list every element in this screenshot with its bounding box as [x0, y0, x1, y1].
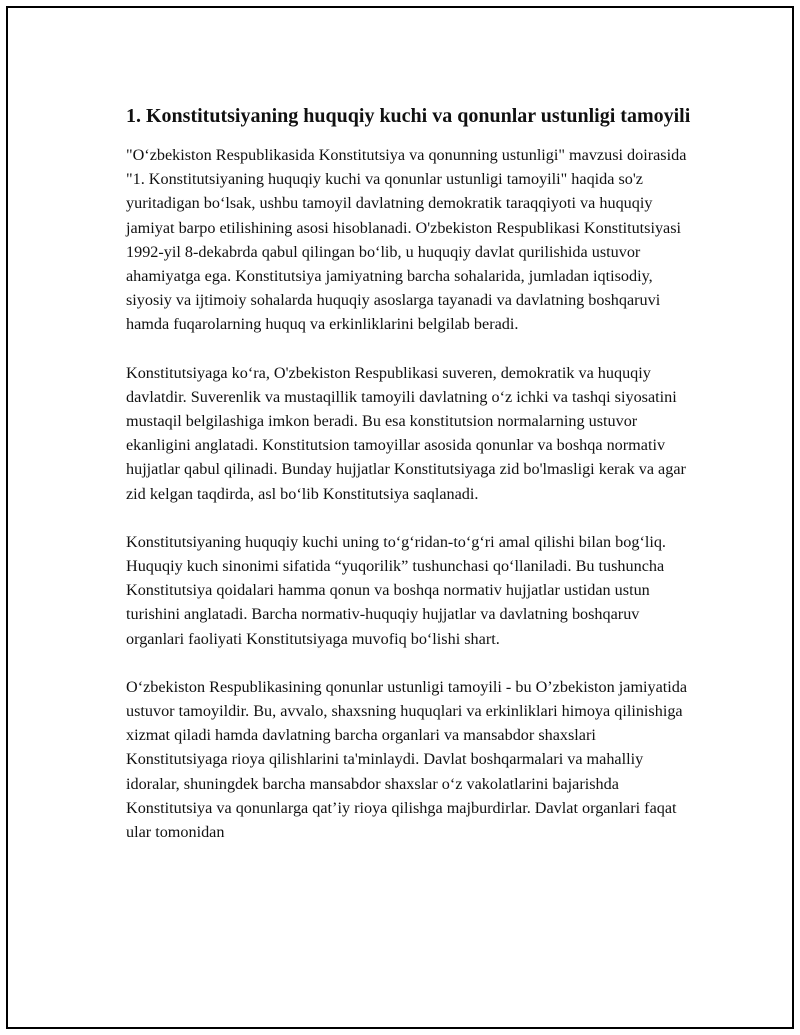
paragraph-3: Konstitutsiyaning huquqiy kuchi uning to‘g‘ridan-to‘g‘ri amal qilishi bilan bog‘liq. Huquqiy kuch sinonimi sifatida “yuqorilik” tushunchasi qo‘llaniladi. Bu tushuncha Konstitutsiya qoidalari hamma qonun va boshqa normativ hujjatlar ustidan ustun turishini anglatadi. Barcha normativ-huquqiy hujjatlar va davlatning boshqaruv organlari faoliyati Konstitutsiyaga muvofiq bo‘lishi shart. [126, 532, 666, 648]
paragraph-2: Konstitutsiyaga ko‘ra, O'zbekiston Respublikasi suveren, demokratik va huquqiy davlatdir. Suverenlik va mustaqillik tamoyili davlatning o‘z ichki va tashqi siyosatini mustaqil belgilashiga imkon beradi. Bu esa konstitutsion normalarning ustuvor ekanligini anglatadi. Konstitutsion tamoyillar asosida qonunlar va boshqa normativ hujjatlar qabul qilinadi. Bunday hujjatlar Konstitutsiyaga zid bo'lmasligi kerak va agar zid kelgan taqdirda, asl bo‘lib Konstitutsiya saqlanadi. [126, 363, 686, 503]
section-heading: 1. Konstitutsiyaning huquqiy kuchi va qonunlar ustunligi tamoyili [126, 105, 691, 127]
document-body [126, 103, 691, 868]
page-frame [6, 6, 794, 1029]
paragraph-4: O‘zbekiston Respublikasining qonunlar ustunligi tamoyili - bu O’zbekiston jamiyatida ustuvor tamoyildir. Bu, avvalo, shaxsning huquqlari va erkinliklari himoya qilinishiga xizmat qiladi hamda davlatning barcha organlari va mansabdor shaxslari Konstitutsiyaga rioya qilishlarini ta'minlaydi. Davlat boshqarmalari va mahalliy idoralar, shuningdek barcha mansabdor shaxslar o‘z vakolatlarini bajarishda Konstitutsiya va qonunlarga qat’iy rioya qilishga majburdirlar. Davlat organlari faqat ular tomonidan [126, 677, 688, 842]
paragraph-1: "O‘zbekiston Respublikasida Konstitutsiya va qonunning ustunligi" mavzusi doirasida "1. Konstitutsiyaning huquqiy kuchi va qonunlar ustunligi tamoyili" haqida so'z yuritadigan bo‘lsak, ushbu tamoyil davlatning demokratik taraqqiyoti va huquqiy jamiyat barpo etilishining asosi hisoblanadi. O'zbekiston Respublikasi Konstitutsiyasi 1992-yil 8-dekabrda qabul qilingan bo‘lib, u huquqiy davlat qurilishida ustuvor ahamiyatga ega. Konstitutsiya jamiyatning barcha sohalarida, jumladan iqtisodiy, siyosiy va ijtimoiy sohalarda huquqiy asoslarga tayanadi va davlatning boshqaruvi hamda fuqarolarning huquq va erkinliklarini belgilab beradi. [126, 146, 687, 334]
